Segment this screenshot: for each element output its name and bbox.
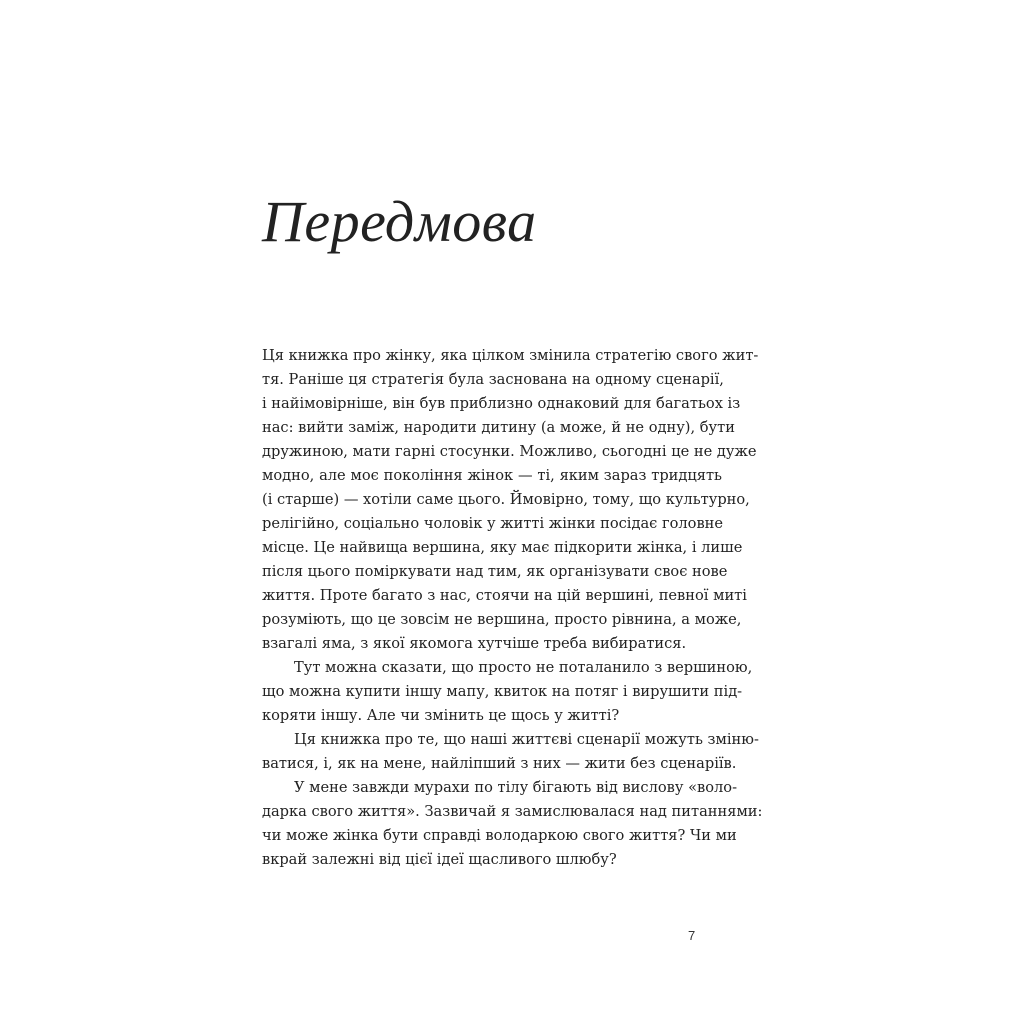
text-line: У мене завжди мурахи по тілу бігають від вислову «воло- xyxy=(294,779,738,796)
chapter-title: Передмова xyxy=(262,189,537,254)
text-line: що можна купити іншу мапу, квиток на потяг і вирушити під- xyxy=(262,683,743,700)
text-line: тя. Раніше ця стратегія була заснована на одному сценарії, xyxy=(262,371,724,388)
text-line: життя. Проте багато з нас, стоячи на цій вершині, певної миті xyxy=(262,587,747,604)
text-line: модно, але моє покоління жінок — ті, яким зараз тридцять xyxy=(262,467,722,484)
text-line: коряти іншу. Але чи змінить це щось у житті? xyxy=(262,707,620,724)
text-line: (і старше) — хотіли саме цього. Ймовірно, тому, що культурно, xyxy=(262,491,750,508)
body-text xyxy=(262,344,763,872)
text-line: Тут можна сказати, що просто не поталанило з вершиною, xyxy=(294,659,753,676)
text-line: ватися, і, як на мене, найліпший з них — жити без сценаріїв. xyxy=(262,755,737,772)
text-line: і найімовірніше, він був приблизно однаковий для багатьох із xyxy=(262,395,741,412)
text-line: взагалі яма, з якої якомога хутчіше треба вибиратися. xyxy=(262,635,687,652)
text-line: Ця книжка про жінку, яка цілком змінила стратегію свого жит- xyxy=(262,347,759,364)
text-line: після цього поміркувати над тим, як організувати своє нове xyxy=(262,563,728,580)
text-line: нас: вийти заміж, народити дитину (а може, й не одну), бути xyxy=(262,419,735,436)
text-line: місце. Це найвища вершина, яку має підкорити жінка, і лише xyxy=(262,539,743,556)
text-line: релігійно, соціально чоловік у житті жінки посідає головне xyxy=(262,515,724,532)
text-line: розуміють, що це зовсім не вершина, просто рівнина, а може, xyxy=(262,611,742,628)
text-line: дружиною, мати гарні стосунки. Можливо, сьогодні це не дуже xyxy=(262,443,757,460)
text-line: дарка свого життя». Зазвичай я замислювалася над питаннями: xyxy=(262,803,763,820)
text-line: Ця книжка про те, що наші життєві сценарії можуть зміню- xyxy=(294,731,759,748)
text-line: вкрай залежні від цієї ідеї щасливого шлюбу? xyxy=(262,851,617,868)
page-number: 7 xyxy=(688,928,696,943)
text-line: чи може жінка бути справді володаркою свого життя? Чи ми xyxy=(262,827,737,844)
